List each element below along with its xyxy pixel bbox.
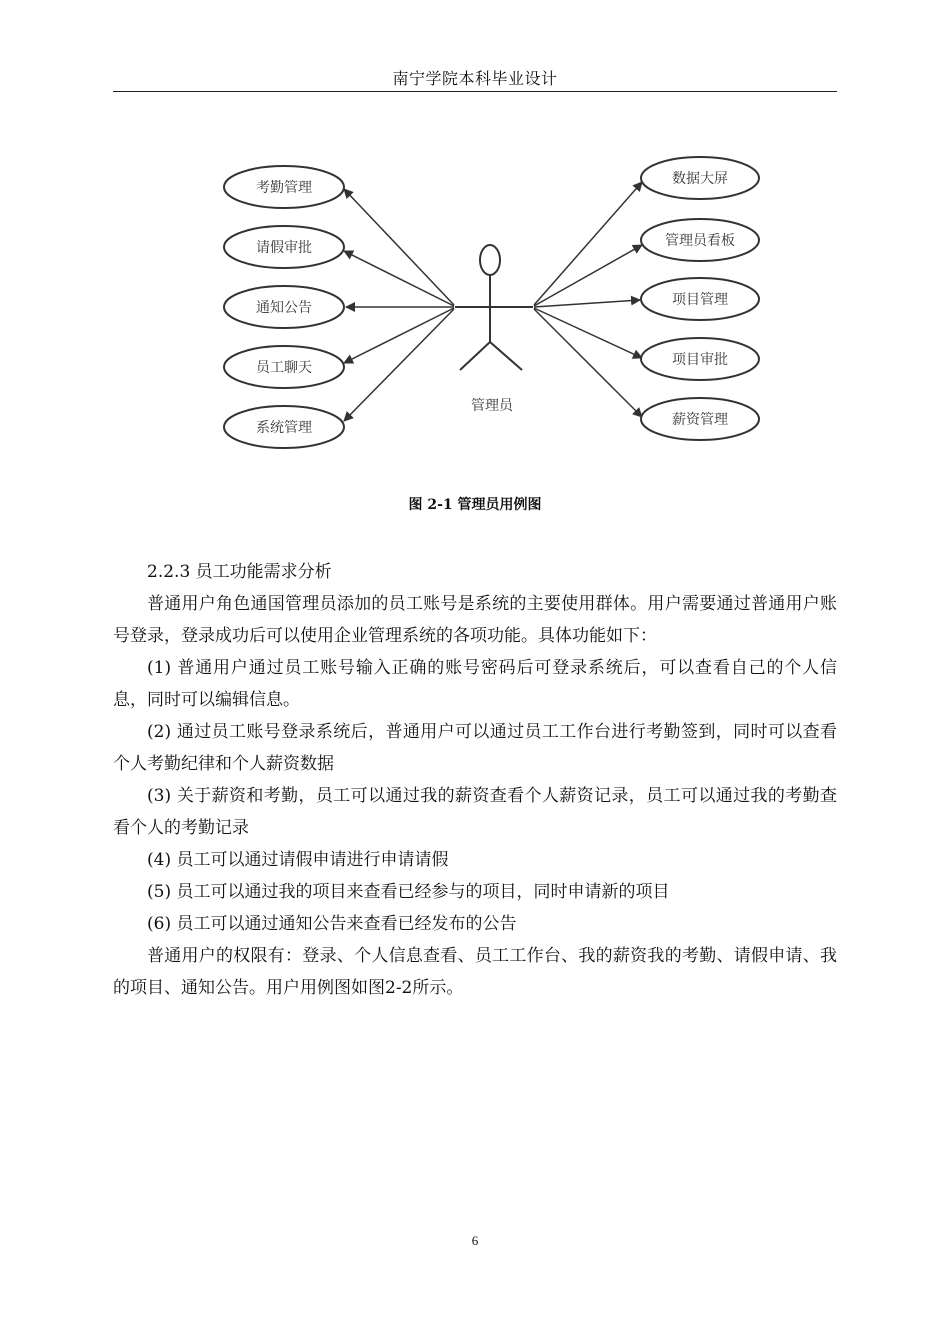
- list-item-1: (1) 普通用户通过员工账号输入正确的账号密码后可登录系统后，可以查看自己的个人信息，同时可以编辑信息。: [113, 658, 837, 710]
- svg-text:请假审批: 请假审批: [256, 240, 312, 256]
- use-case-diagram-svg: [210, 145, 770, 455]
- intro-paragraph: 普通用户角色通国管理员添加的员工账号是系统的主要使用群体。用户需要通过普通用户账号登录，登录成功后可以使用企业管理系统的各项功能。具体功能如下：: [113, 594, 837, 646]
- assoc-line-right-4: [534, 308, 642, 358]
- list-item-4: (4) 员工可以通过请假申请进行申请请假: [147, 850, 449, 870]
- svg-text:员工聊天: 员工聊天: [256, 360, 312, 376]
- actor-right-leg: [490, 342, 522, 370]
- use-case-right-5: [641, 398, 759, 440]
- list-item-2: (2) 通过员工账号登录系统后，普通用户可以通过员工工作台进行考勤签到，同时可以查看个人考勤纪律和个人薪资数据: [113, 722, 837, 774]
- summary-paragraph: 普通用户的权限有：登录、个人信息查看、员工工作台、我的薪资我的考勤、请假申请、我的项目、通知公告。用户用例图如图2-2所示。: [113, 946, 837, 998]
- figure-caption: 图 2-1 管理员用例图: [408, 497, 542, 513]
- page-header-title: 南宁学院本科毕业设计: [392, 69, 558, 88]
- use-case-left-5: [224, 406, 344, 448]
- assoc-line-right-5: [534, 309, 642, 417]
- assoc-line-left-1: [344, 189, 454, 305]
- section-heading: 2.2.3 员工功能需求分析: [147, 562, 332, 582]
- svg-text:管理员看板: 管理员看板: [665, 233, 735, 249]
- actor-left-leg: [460, 342, 490, 370]
- page-number: 6: [471, 1233, 479, 1248]
- svg-text:系统管理: 系统管理: [256, 420, 312, 436]
- use-case-right-4: [641, 338, 759, 380]
- use-case-left-2: [224, 226, 344, 268]
- use-case-left-4: [224, 346, 344, 388]
- actor-label: 管理员: [471, 398, 513, 414]
- svg-text:通知公告: 通知公告: [256, 300, 312, 316]
- actor-head: [480, 245, 500, 275]
- list-item-3: (3) 关于薪资和考勤，员工可以通过我的薪资查看个人薪资记录，员工可以通过我的考勤查看个人的考勤记录: [113, 786, 837, 838]
- svg-text:数据大屏: 数据大屏: [672, 171, 728, 187]
- use-case-diagram: [210, 145, 770, 455]
- use-case-right-3: [641, 278, 759, 320]
- assoc-line-left-2: [344, 251, 454, 306]
- header-rule: [113, 91, 837, 92]
- use-case-right-2: [641, 219, 759, 261]
- document-body: [113, 556, 837, 1004]
- use-case-right-1: [641, 157, 759, 199]
- use-case-left-1: [224, 166, 344, 208]
- list-item-5: (5) 员工可以通过我的项目来查看已经参与的项目，同时申请新的项目: [147, 882, 670, 902]
- assoc-line-right-1: [534, 182, 642, 305]
- svg-text:项目审批: 项目审批: [672, 352, 728, 368]
- use-case-left-3: [224, 286, 344, 328]
- list-item-6: (6) 员工可以通过通知公告来查看已经发布的公告: [147, 914, 517, 934]
- svg-text:薪资管理: 薪资管理: [672, 412, 728, 428]
- assoc-line-left-5: [344, 309, 454, 421]
- svg-text:考勤管理: 考勤管理: [256, 180, 312, 196]
- svg-text:项目管理: 项目管理: [672, 292, 728, 308]
- assoc-line-right-3: [534, 300, 640, 307]
- assoc-line-right-2: [534, 245, 642, 306]
- assoc-line-left-4: [344, 308, 454, 363]
- actor-administrator: [455, 245, 533, 414]
